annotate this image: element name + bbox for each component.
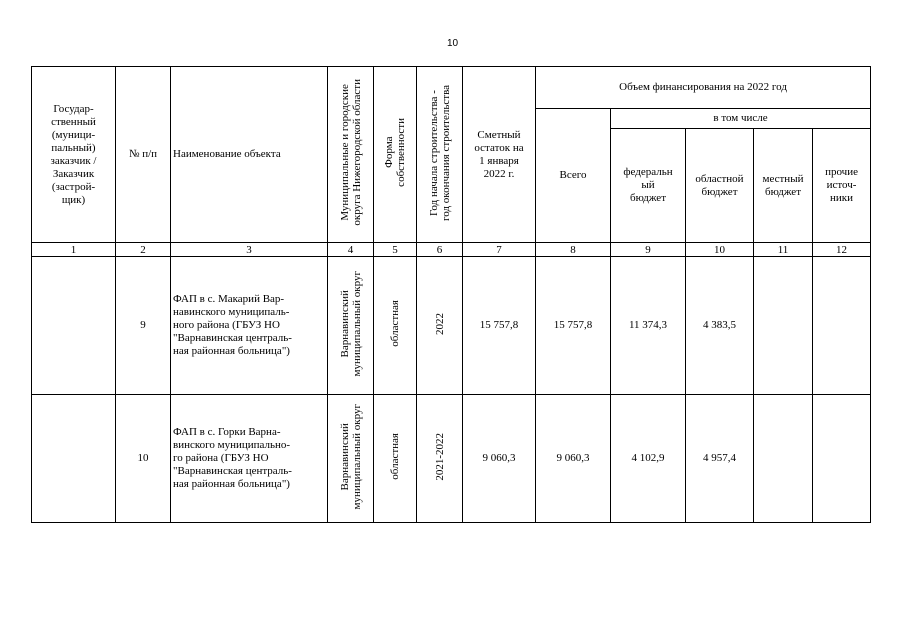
column-number: 5 — [374, 243, 417, 257]
row-total: 15 757,8 — [536, 257, 611, 395]
column-numbers-row — [32, 243, 871, 257]
row-regional: 4 383,5 — [686, 257, 754, 395]
row-federal: 4 102,9 — [611, 395, 686, 523]
row-estimate: 15 757,8 — [463, 257, 536, 395]
row-object-name: ФАП в с. Макарий Вар- навинского муниципаль- ного района (ГБУЗ НО "Варнавинская централь- ная районная больница") — [171, 257, 328, 395]
row-other — [813, 395, 871, 523]
header-total: Всего — [536, 109, 611, 243]
column-number: 4 — [328, 243, 374, 257]
header-municipality: Муниципальные и городские округа Нижегородской области — [328, 67, 374, 243]
header-object-name: Наименование объекта — [171, 67, 328, 243]
column-number: 2 — [116, 243, 171, 257]
row-total: 9 060,3 — [536, 395, 611, 523]
header-including: в том числе — [611, 109, 871, 129]
column-number: 1 — [32, 243, 116, 257]
column-number: 10 — [686, 243, 754, 257]
row-local — [754, 257, 813, 395]
row-other — [813, 257, 871, 395]
header-local: местный бюджет — [754, 129, 813, 243]
row-ownership: областная — [374, 257, 417, 395]
row-municipality: Варнавинский муниципальный округ — [328, 257, 374, 395]
table-row — [32, 395, 871, 523]
header-customer: Государ- ственный (муници- пальный) заказчик / Заказчик (застрой- щик) — [32, 67, 116, 243]
header-num: № п/п — [116, 67, 171, 243]
header-row-1 — [32, 67, 871, 109]
row-object-name: ФАП в с. Горки Варна- винского муниципально- го района (ГБУЗ НО "Варнавинская централь- ная районная больница") — [171, 395, 328, 523]
header-financing: Объем финансирования на 2022 год — [536, 67, 871, 109]
row-years: 2021-2022 — [417, 395, 463, 523]
row-num: 10 — [116, 395, 171, 523]
row-ownership: областная — [374, 395, 417, 523]
header-ownership: Форма собственности — [374, 67, 417, 243]
header-regional: областной бюджет — [686, 129, 754, 243]
column-number: 11 — [754, 243, 813, 257]
row-num: 9 — [116, 257, 171, 395]
header-federal: федеральн ый бюджет — [611, 129, 686, 243]
row-years: 2022 — [417, 257, 463, 395]
table-row — [32, 257, 871, 395]
header-estimate: Сметный остаток на 1 января 2022 г. — [463, 67, 536, 243]
header-years: Год начала строительства - год окончания строительства — [417, 67, 463, 243]
row-regional: 4 957,4 — [686, 395, 754, 523]
column-number: 3 — [171, 243, 328, 257]
financing-table — [31, 66, 871, 523]
column-number: 12 — [813, 243, 871, 257]
header-other: прочие источ- ники — [813, 129, 871, 243]
column-number: 6 — [417, 243, 463, 257]
row-customer — [32, 395, 116, 523]
column-number: 8 — [536, 243, 611, 257]
page-number: 10 — [446, 38, 459, 49]
column-number: 7 — [463, 243, 536, 257]
row-customer — [32, 257, 116, 395]
row-estimate: 9 060,3 — [463, 395, 536, 523]
row-federal: 11 374,3 — [611, 257, 686, 395]
row-local — [754, 395, 813, 523]
column-number: 9 — [611, 243, 686, 257]
row-municipality: Варнавинский муниципальный округ — [328, 395, 374, 523]
